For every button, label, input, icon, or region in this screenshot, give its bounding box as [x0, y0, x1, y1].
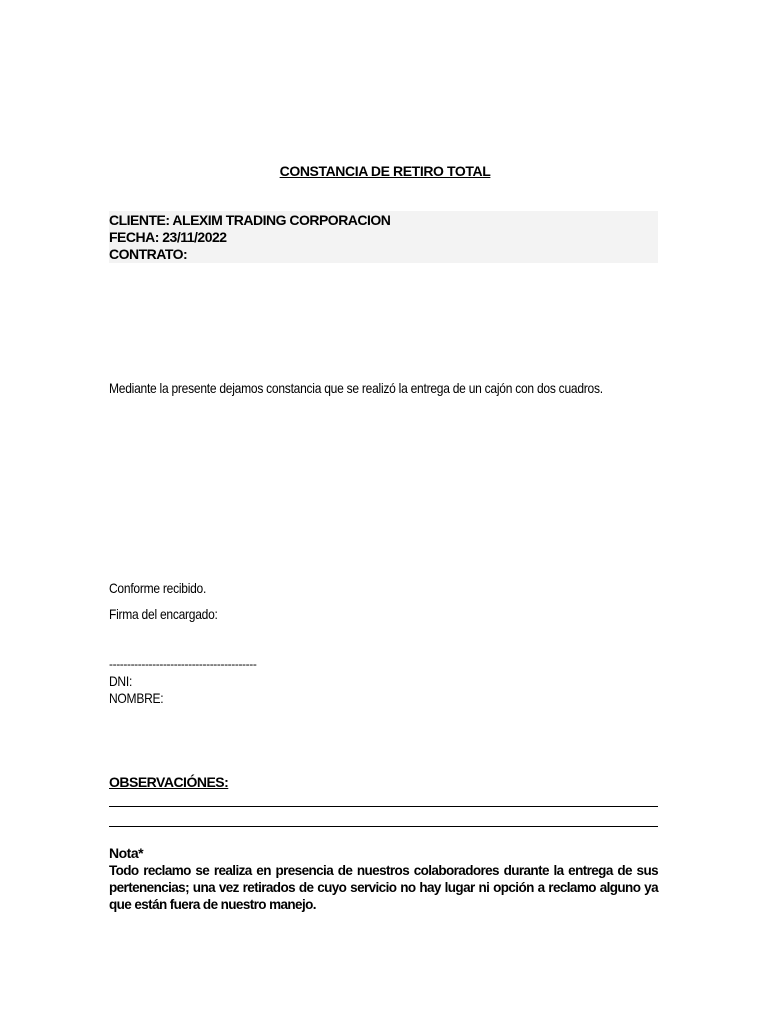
signature-line: ----------------------------------------- — [109, 657, 257, 671]
contract-field: CONTRATO: — [109, 246, 188, 262]
document-title: CONSTANCIA DE RETIRO TOTAL — [279, 163, 491, 179]
dni-field: DNI: — [109, 673, 133, 689]
observations-line-1 — [109, 806, 658, 807]
delivery-statement: Mediante la presente dejamos constancia que se realizó la entrega de un cajón con dos cuadros. — [109, 380, 603, 396]
observations-heading: OBSERVACIÓNES: — [109, 774, 229, 790]
client-name: CLIENTE: ALEXIM TRADING CORPORACION — [109, 212, 391, 228]
note-heading: Nota* — [109, 845, 144, 861]
observations-line-2 — [109, 826, 658, 827]
signature-label: Firma del encargado: — [109, 606, 218, 622]
note-text: Todo reclamo se realiza en presencia de nuestros colaboradores durante la entrega de sus pertenencias; una vez retirados de cuyo servicio no hay lugar ni opción a reclamo alguno ya que están fuera de nuestro manejo. — [109, 863, 658, 912]
client-info-block — [109, 211, 658, 263]
date-field: FECHA: 23/11/2022 — [109, 229, 227, 245]
name-field: NOMBRE: — [109, 690, 164, 706]
received-confirmation: Conforme recibido. — [109, 580, 207, 596]
